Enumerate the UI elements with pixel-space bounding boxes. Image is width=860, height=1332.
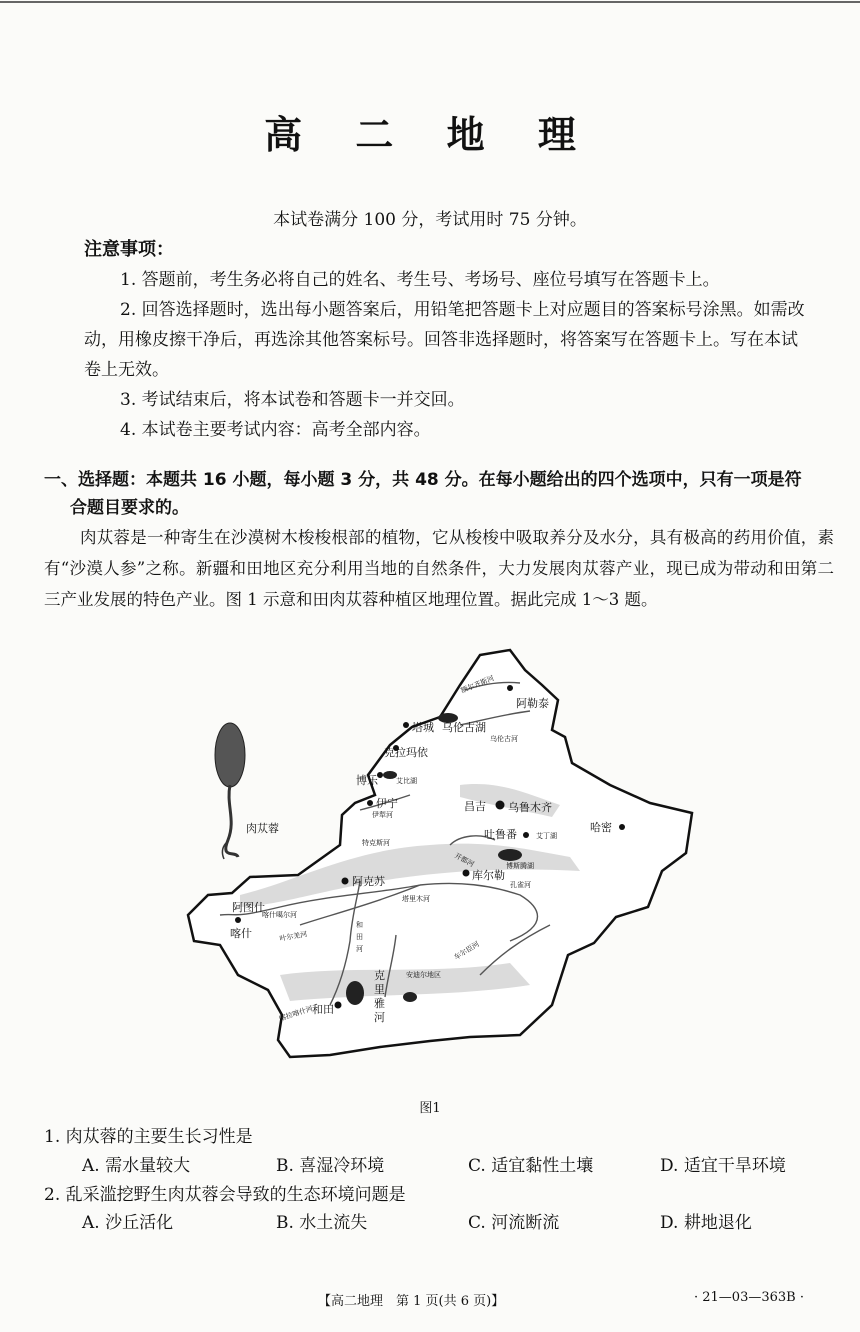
cistanche-illustration: [215, 723, 245, 859]
question-2-option-b: B. 水土流失: [276, 1213, 368, 1233]
feature-label-tarim-river: 塔里木河: [402, 895, 430, 903]
section-heading-line1: 一、选择题：本题共 16 小题，每小题 3 分，共 48 分。在每小题给出的四个选项中，只有一项是符: [44, 470, 802, 490]
notice-heading: 注意事项：: [84, 239, 174, 260]
footer-page-info: 【高二地理 第 1 页(共 6 页)】: [318, 1294, 505, 1309]
question-2-option-d: D. 耕地退化: [660, 1213, 752, 1233]
section-heading-line2: 合题目要求的。: [70, 498, 189, 518]
feature-label-ebinur: 艾比湖: [396, 777, 417, 785]
feature-label-kashgar-river: 喀什噶尔河: [262, 911, 297, 919]
notice-item-4: 4. 本试卷主要考试内容：高考全部内容。: [120, 420, 431, 440]
feature-label-hotan-river-1: 和: [356, 921, 363, 929]
reading-passage: 肉苁蓉是一种寄生在沙漠树木梭梭根部的植物，它从梭梭中吸取养分及水分，具有极高的药用价值，素有“沙漠人参”之称。新疆和田地区充分利用当地的自然条件，大力发展肉苁蓉产业，现已成为带动和田第二三产业发展的特色产业。图 1 示意和田肉苁蓉种植区地理位置。据此完成 1～3 题。: [44, 528, 834, 609]
top-rule: [0, 1, 860, 3]
city-label-changji: 昌吉: [464, 800, 486, 813]
question-2-option-c: C. 河流断流: [468, 1213, 560, 1233]
feature-label-kaidu-river: 开都河: [453, 851, 476, 869]
question-2-option-a: A. 沙丘活化: [82, 1213, 174, 1233]
cistanche-label: 肉苁蓉: [246, 822, 279, 835]
question-1-option-d: D. 适宜干旱环境: [660, 1156, 786, 1176]
feature-label-ulungur-lake: 乌伦古湖: [442, 721, 486, 734]
feature-label-karakax-river: 喀拉喀什河: [278, 1004, 314, 1023]
xinjiang-map-figure: [180, 645, 710, 1085]
feature-label-hotan-river-2: 田: [356, 933, 363, 941]
figure-caption: 图1: [419, 1101, 441, 1116]
city-label-tacheng: 塔城: [412, 721, 434, 734]
feature-label-hotan-river-3: 河: [356, 945, 363, 953]
feature-label-aydingkol: 艾丁湖: [536, 832, 557, 840]
feature-label-bosten-lake: 博斯腾湖: [506, 862, 534, 870]
city-label-korla: 库尔勒: [472, 869, 505, 882]
feature-label-keriya-4: 河: [374, 1011, 385, 1024]
city-label-hotan: 和田: [312, 1003, 334, 1016]
notice-item-2: 2. 回答选择题时，选出每小题答案后，用铅笔把答题卡上对应题目的答案标号涂黑。如需改动，用橡皮擦干净后，再选涂其他答案标号。回答非选择题时，将答案写在答题卡上。写在本试卷上无效。: [84, 300, 805, 380]
city-label-hami: 哈密: [590, 821, 612, 834]
feature-label-keriya-2: 里: [374, 983, 385, 996]
question-2-stem: 2. 乱采滥挖野生肉苁蓉会导致的生态环境问题是: [44, 1185, 406, 1205]
feature-label-andir: 安迪尔地区: [406, 971, 441, 979]
feature-label-qarqan-river: 车尔臣河: [452, 940, 481, 962]
feature-label-keriya-1: 克: [374, 969, 385, 982]
exam-subtitle: 本试卷满分 100 分，考试用时 75 分钟。: [273, 210, 587, 230]
question-1-stem: 1. 肉苁蓉的主要生长习性是: [44, 1127, 253, 1147]
question-1-option-a: A. 需水量较大: [82, 1156, 191, 1176]
notice-item-1: 1. 答题前，考生务必将自己的姓名、考生号、考场号、座位号填写在答题卡上。: [120, 270, 720, 290]
feature-label-irtysh: 额尔齐斯河: [459, 674, 496, 695]
city-label-kashgar: 喀什: [230, 927, 252, 940]
question-1-option-c: C. 适宜黏性土壤: [468, 1156, 594, 1176]
feature-label-keriya-3: 雅: [374, 997, 385, 1010]
city-label-aksu: 阿克苏: [352, 875, 385, 888]
feature-label-ulungur-river: 乌伦古河: [490, 735, 518, 743]
section-heading: [44, 466, 834, 522]
footer-code: · 21—03—363B ·: [694, 1290, 804, 1305]
city-label-yining: 伊宁: [376, 797, 398, 810]
exam-title: 高 二 地 理: [264, 113, 596, 157]
city-label-urumqi: 乌鲁木齐: [508, 801, 552, 814]
feature-label-tekes-river: 特克斯河: [362, 839, 390, 847]
city-label-turpan: 吐鲁番: [484, 828, 517, 841]
city-label-altay: 阿勒泰: [516, 697, 549, 710]
city-label-karamay: 克拉玛依: [384, 746, 428, 759]
question-1-option-b: B. 喜湿冷环境: [276, 1156, 385, 1176]
city-label-bole: 博乐: [356, 774, 378, 787]
notice-item-3: 3. 考试结束后，将本试卷和答题卡一并交回。: [120, 390, 465, 410]
feature-label-yarkand-river: 叶尔羌河: [278, 930, 308, 943]
feature-label-konqi-river: 孔雀河: [510, 881, 531, 889]
city-label-artux: 阿图什: [232, 901, 265, 914]
feature-label-ili-river: 伊犁河: [372, 811, 393, 819]
